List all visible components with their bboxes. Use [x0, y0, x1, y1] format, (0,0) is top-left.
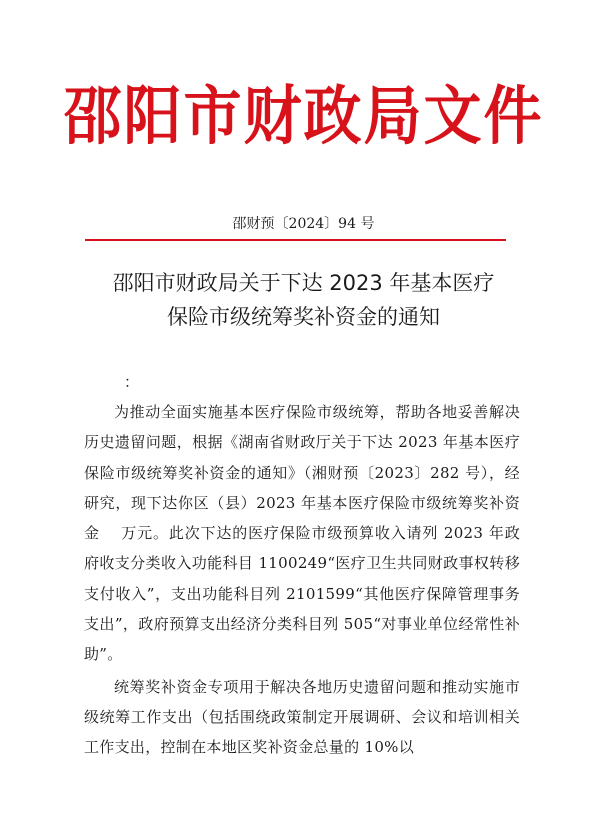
recipient-line: ： — [124, 373, 140, 391]
document-number: 邵财预〔2024〕94 号 — [232, 216, 375, 232]
title-line-1: 邵阳市财政局关于下达 2023 年基本医疗 — [112, 271, 495, 295]
document-body — [84, 397, 520, 765]
body-paragraph-1: 为推动全面实施基本医疗保险市级统筹，帮助各地妥善解决历史遗留问题，根据《湖南省财政厅关于下达 2023 年基本医疗保险市级统筹奖补资金的通知》（湘财预〔2023〕282 号），经研究，现下达你区（县）2023 年基本医疗保险市级统筹奖补资金 万元。此次下达的医疗保险市级预算收入请列 2023 年政府收支分类收入功能科目 1100249“医疗卫生共同财政事权转移支付收入”，支出功能科目列 2101599“其他医疗保障管理事务支出”，政府预算支出经济分类科目列 505“对事业单位经常性补助”。 — [84, 403, 520, 664]
title-line-2: 保险市级统筹奖补资金的通知 — [167, 305, 440, 329]
document-masthead: 邵阳市财政局文件 — [63, 78, 544, 154]
red-divider-line — [85, 239, 506, 241]
document-title — [40, 266, 567, 334]
body-paragraph-2: 统筹奖补资金专项用于解决各地历史遗留问题和推动实施市级统筹工作支出（包括围绕政策制定开展调研、会议和培训相关工作支出，控制在本地区奖补资金总量的 10%以 — [84, 677, 520, 757]
